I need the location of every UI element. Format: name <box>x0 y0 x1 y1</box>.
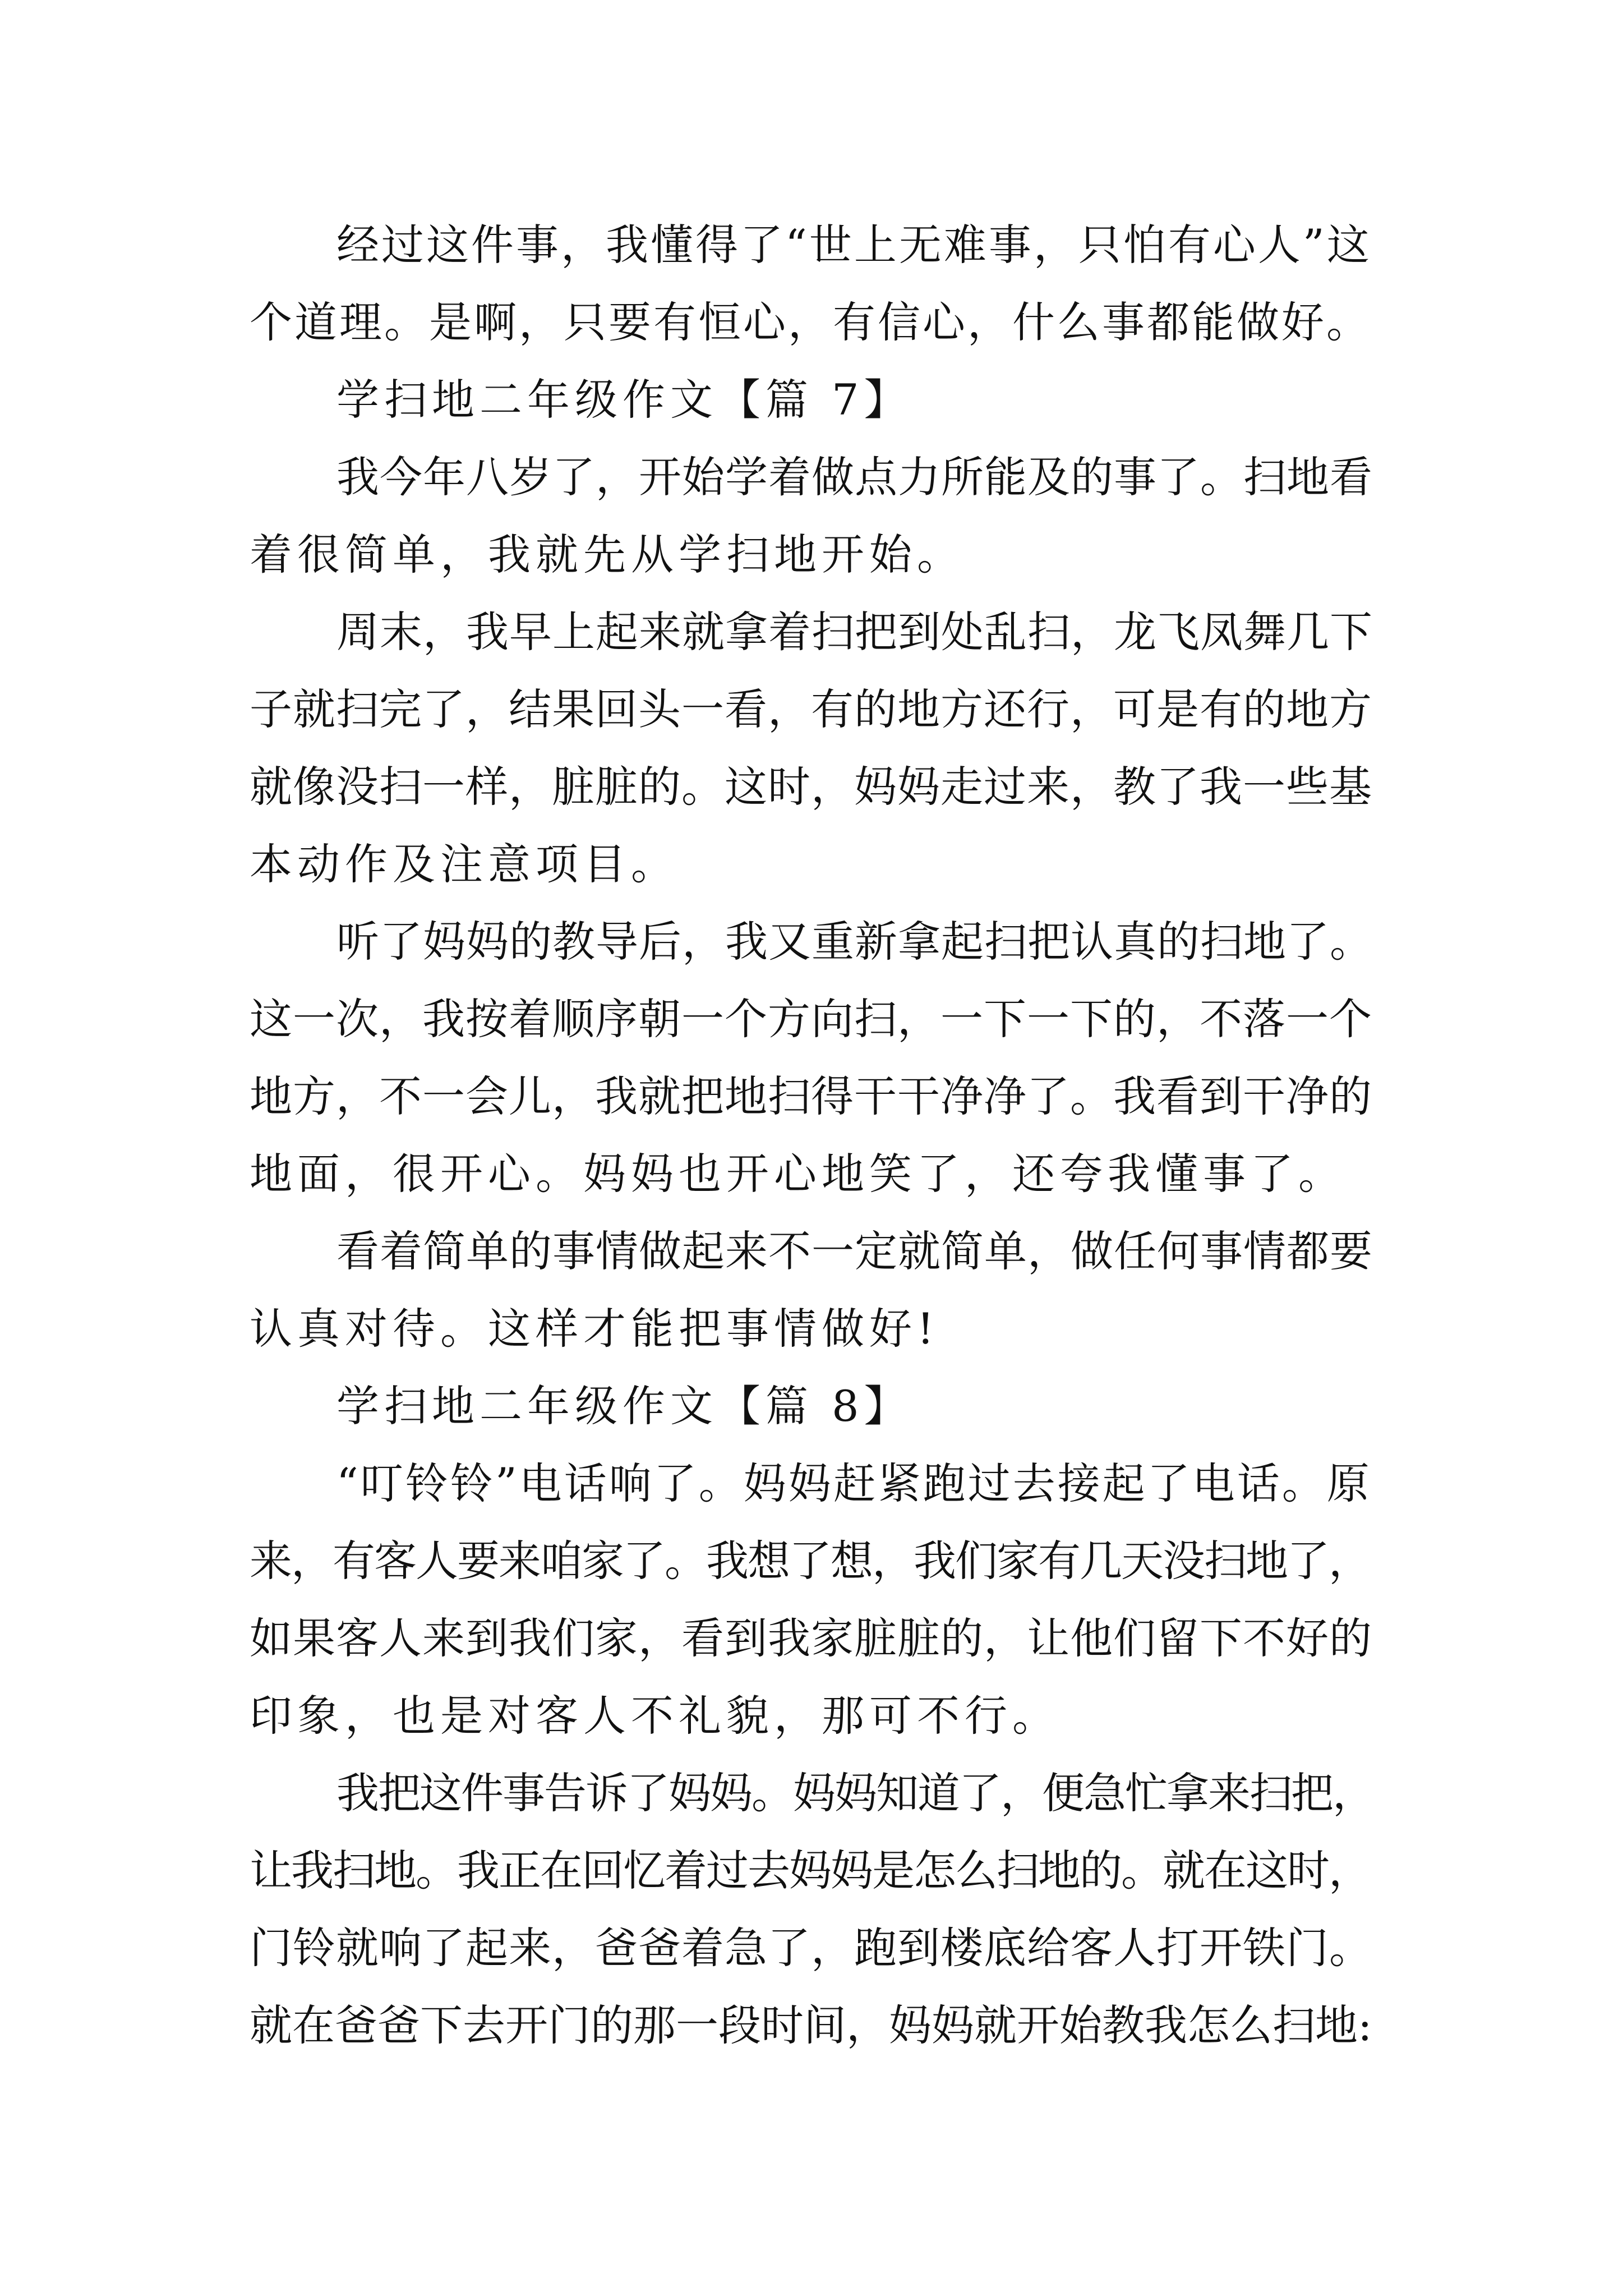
paragraph-line: 这一次，我按着顺序朝一个方向扫，一下一下的，不落一个 <box>250 994 1372 1044</box>
paragraph-line: 子就扫完了，结果回头一看，有的地方还行，可是有的地方 <box>250 684 1372 734</box>
paragraph-line: 听了妈妈的教导后，我又重新拿起扫把认真的扫地了。 <box>336 917 1373 967</box>
paragraph-line: 如果客人来到我们家，看到我家脏脏的，让他们留下不好的 <box>250 1613 1372 1663</box>
section-heading: 学扫地二年级作文【篇 7】 <box>336 375 912 425</box>
paragraph-line: 我今年八岁了，开始学着做点力所能及的事了。扫地看 <box>336 452 1373 502</box>
paragraph-line: 本动作及注意项目。 <box>250 839 679 889</box>
paragraph-line: 来，有客人要来咱家了。我想了想，我们家有几天没扫地了， <box>250 1536 1370 1586</box>
paragraph-line: 就像没扫一样，脏脏的。这时，妈妈走过来，教了我一些基 <box>250 762 1372 812</box>
section-heading: 学扫地二年级作文【篇 8】 <box>336 1381 912 1431</box>
paragraph-line: 认真对待。这样才能把事情做好! <box>250 1304 939 1354</box>
paragraph-line: 印象，也是对客人不礼貌，那可不行。 <box>250 1691 1060 1741</box>
paragraph-line: 着很简单，我就先从学扫地开始。 <box>250 530 965 579</box>
paragraph-line: 地面，很开心。妈妈也开心地笑了，还夸我懂事了。 <box>250 1149 1346 1199</box>
paragraph-line: “叮铃铃”电话响了。妈妈赶紧跑过去接起了电话。原 <box>336 1458 1372 1508</box>
paragraph-line: 我把这件事告诉了妈妈。妈妈知道了，便急忙拿来扫把， <box>336 1768 1374 1818</box>
paragraph-line: 周末，我早上起来就拿着扫把到处乱扫，龙飞凤舞几下 <box>336 607 1373 657</box>
paragraph-line: 个道理。是啊，只要有恒心，有信心，什么事都能做好。 <box>250 297 1371 347</box>
paragraph-line: 地方，不一会儿，我就把地扫得干干净净了。我看到干净的 <box>250 1071 1372 1121</box>
paragraph-line: 看着简单的事情做起来不一定就简单，做任何事情都要 <box>336 1226 1373 1276</box>
paragraph-line: 就在爸爸下去开门的那一段时间，妈妈就开始教我怎么扫地: <box>250 2000 1372 2050</box>
paragraph-line: 门铃就响了起来，爸爸着急了，跑到楼底给客人打开铁门。 <box>250 1923 1372 1973</box>
paragraph-line: 经过这件事，我懂得了“世上无难事，只怕有心人”这 <box>336 220 1372 270</box>
paragraph-line: 让我扫地。我正在回忆着过去妈妈是怎么扫地的。就在这时， <box>250 1846 1370 1895</box>
